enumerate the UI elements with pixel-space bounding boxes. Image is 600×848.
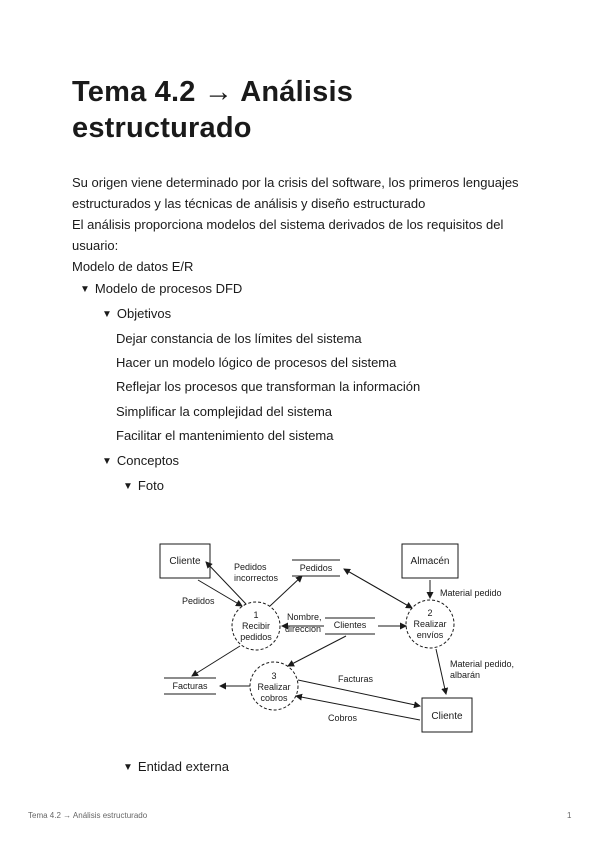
svg-text:Recibir: Recibir [241, 621, 271, 631]
paragraph-er-model: Modelo de datos E/R [72, 259, 194, 274]
toggle-label: Modelo de procesos DFD [94, 281, 243, 296]
process-3 [250, 662, 298, 710]
list-item: Facilitar el mantenimiento del sistema [116, 428, 334, 443]
entity-label: Almacén [410, 556, 450, 567]
svg-text:Pedidos: Pedidos [234, 562, 267, 572]
toggle-label: Conceptos [116, 453, 180, 468]
store-label: Pedidos [299, 563, 333, 573]
flow-cobros [296, 696, 420, 723]
svg-text:Realizar: Realizar [257, 682, 291, 692]
svg-text:dirección: dirección [285, 624, 322, 634]
toggle-foto[interactable] [123, 477, 164, 497]
svg-text:albarán: albarán [450, 670, 481, 680]
store-pedidos [292, 560, 340, 576]
svg-text:2: 2 [427, 608, 433, 618]
page-title: Tema 4.2 → Análisis estructurado [72, 76, 354, 144]
svg-text:Realizar: Realizar [413, 619, 447, 629]
entity-label: Cliente [169, 556, 201, 567]
entity-label: Cliente [431, 711, 463, 722]
triangle-down-icon: ▼ [123, 481, 133, 492]
paragraph-analysis: El análisis proporciona modelos del sistema derivados de los requisitos del usuario: [72, 217, 504, 253]
flow-pedidos-incorrectos [206, 562, 279, 604]
toggle-label: Foto [137, 478, 164, 493]
process-2 [406, 600, 454, 648]
triangle-down-icon: ▼ [102, 309, 112, 320]
svg-text:pedidos: pedidos [240, 632, 272, 642]
svg-text:3: 3 [271, 671, 277, 681]
svg-text:Material pedido: Material pedido [440, 588, 502, 598]
paragraph-origin: Su origen viene determinado por la crisis del software, los primeros lenguajes estructurados y las técnicas de análisis y diseño estructurado [72, 175, 519, 211]
svg-text:Material pedido,: Material pedido, [450, 659, 515, 669]
svg-text:incorrectos: incorrectos [234, 573, 279, 583]
toggle-entidad-externa[interactable] [123, 758, 229, 778]
store-label: Facturas [172, 681, 208, 691]
dfd-diagram [150, 530, 515, 745]
entity-almacen [402, 544, 458, 578]
flow-p1-to-facturas [192, 646, 240, 676]
footer-title: Tema 4.2 → Análisis estructurado [28, 811, 148, 820]
svg-text:cobros: cobros [260, 693, 288, 703]
toggle-conceptos[interactable] [102, 452, 179, 472]
flow-material-pedido [430, 580, 502, 598]
toggle-label: Objetivos [116, 306, 172, 321]
triangle-down-icon: ▼ [123, 762, 133, 773]
svg-text:Facturas: Facturas [338, 674, 374, 684]
triangle-down-icon: ▼ [80, 284, 90, 295]
flow-nombre-direccion [282, 612, 324, 634]
list-item: Hacer un modelo lógico de procesos del sistema [116, 355, 397, 370]
toggle-objetivos[interactable] [102, 305, 171, 325]
entity-cliente-top [160, 544, 210, 578]
flow-facturas-cliente [298, 674, 420, 706]
flow-pedidos-in [182, 580, 242, 606]
flow-clientes-p3 [288, 636, 346, 666]
svg-text:envíos: envíos [416, 630, 444, 640]
page-number: 1 [567, 811, 572, 820]
toggle-dfd[interactable] [80, 280, 242, 300]
list-item: Simplificar la complejidad del sistema [116, 404, 333, 419]
toggle-label: Entidad externa [137, 759, 229, 774]
list-item: Dejar constancia de los límites del sistema [116, 331, 362, 346]
flow-material-albaran [436, 649, 514, 694]
store-clientes [325, 618, 375, 634]
store-facturas [164, 678, 216, 694]
entity-cliente-bottom [422, 698, 472, 732]
svg-text:Nombre,: Nombre, [287, 612, 322, 622]
process-1 [232, 602, 280, 650]
svg-text:Cobros: Cobros [328, 713, 358, 723]
store-label: Clientes [333, 620, 367, 630]
list-item: Reflejar los procesos que transforman la información [116, 379, 421, 394]
svg-text:Pedidos: Pedidos [182, 596, 215, 606]
triangle-down-icon: ▼ [102, 456, 112, 467]
svg-text:1: 1 [253, 610, 259, 620]
